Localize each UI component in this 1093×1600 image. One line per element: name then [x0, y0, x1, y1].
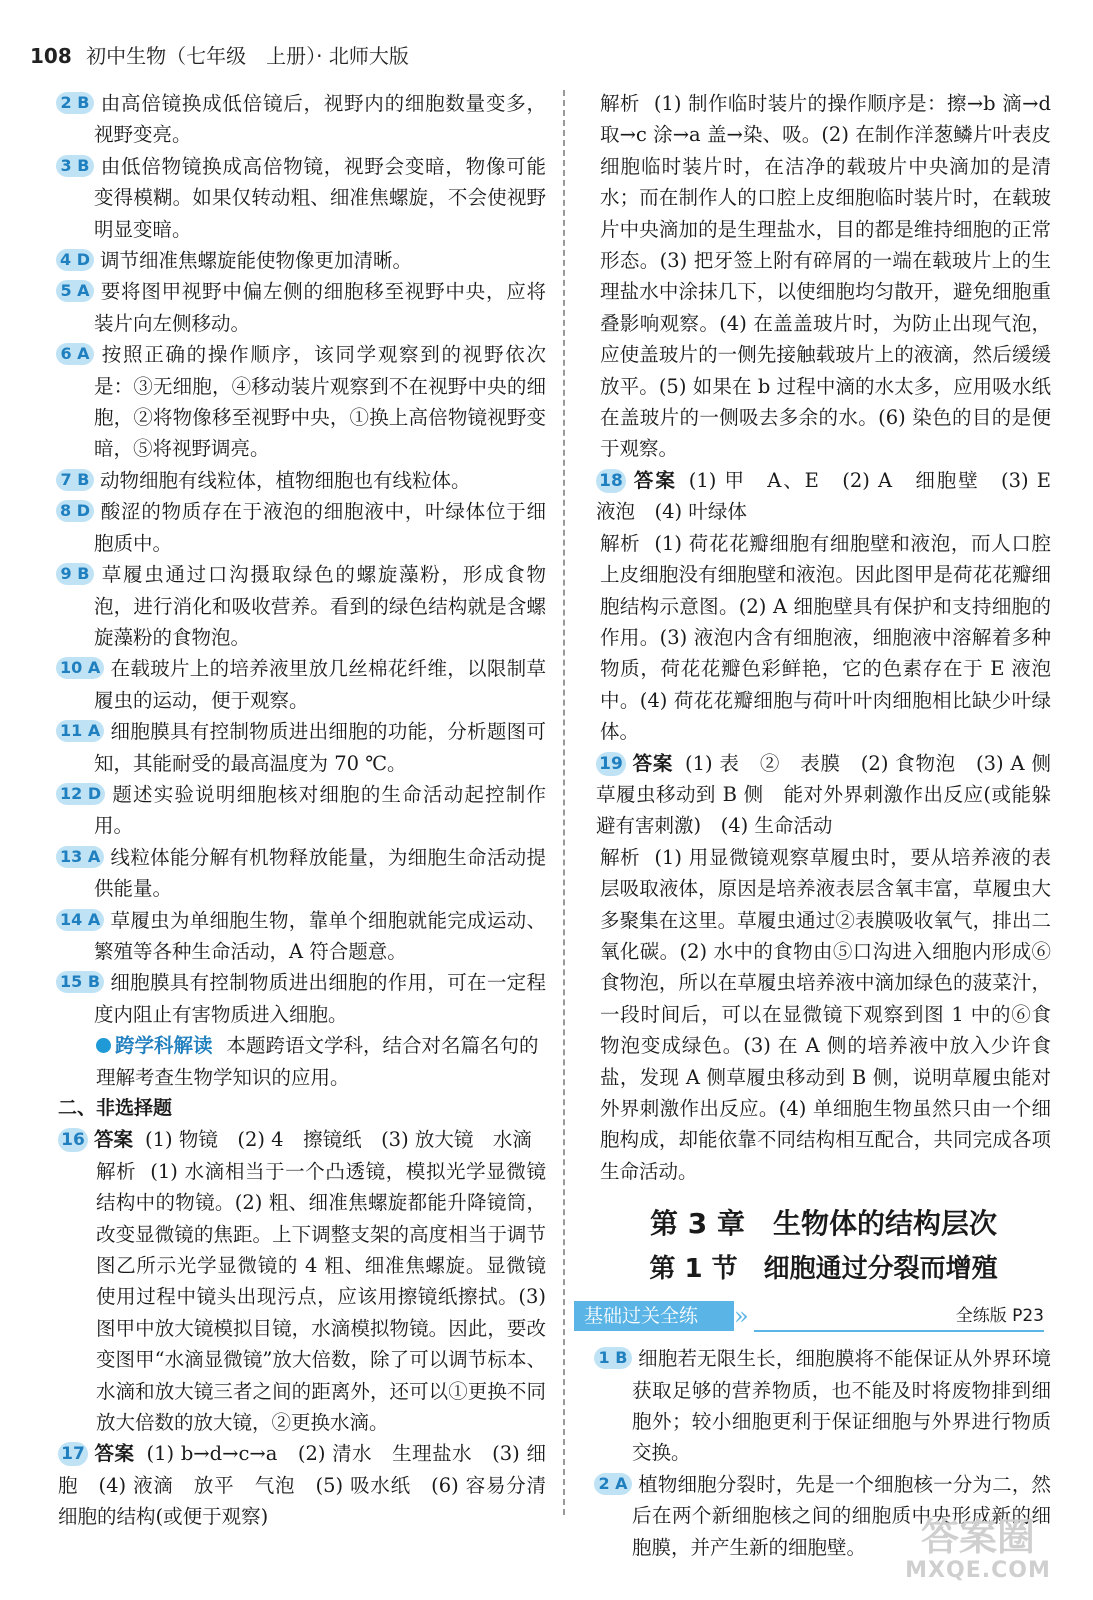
- answer-item: [58, 276, 546, 339]
- answer-badge: 10 A: [56, 657, 104, 679]
- answer-badge: 7 B: [56, 469, 94, 491]
- analysis-16: [58, 1156, 546, 1439]
- answer-item: [58, 496, 546, 559]
- answer-text: 细胞膜具有控制物质进出细胞的作用，可在一定程度内阻止有害物质进入细胞。: [94, 971, 546, 1026]
- answer-badge: 4 D: [56, 249, 94, 271]
- answer-badge: 14 A: [56, 909, 104, 931]
- answer-item: [58, 967, 546, 1030]
- answer-item: [58, 716, 546, 779]
- question-number: 16: [58, 1128, 88, 1152]
- answer-text: 在载玻片上的培养液里放几丝棉花纤维，以限制草履虫的运动，便于观察。: [94, 657, 546, 712]
- cross-discipline-label: 跨学科解读: [115, 1034, 213, 1058]
- answer-text: 细胞若无限生长，细胞膜将不能保证从外界环境获取足够的营养物质，也不能及时将废物排到细胞外；较小细胞更利于保证细胞与外界进行物质交换。: [632, 1347, 1051, 1465]
- cross-discipline-note: [58, 1030, 546, 1093]
- practice-reference: 全练版 P23: [955, 1306, 1044, 1327]
- question-number: 18: [596, 469, 626, 493]
- left-column: [58, 88, 546, 1533]
- answer-text: 草履虫通过口沟摄取绿色的螺旋藻粉，形成食物泡，进行消化和吸收营养。看到的绿色结构就是含螺旋藻粉的食物泡。: [94, 563, 546, 649]
- analysis-label: 解析: [96, 1159, 137, 1183]
- answer-badge: 6 A: [56, 343, 94, 365]
- cross-discipline-text: 本题跨语文学科，结合对名篇名句的理解考查生物学知识的应用。: [96, 1034, 539, 1089]
- answer-text: 由低倍物镜换成高倍物镜，视野会变暗，物像可能变得模糊。如果仅转动粗、细准焦螺旋，不会使视野明显变暗。: [94, 154, 546, 241]
- answer-badge: 15 B: [56, 971, 104, 993]
- answer-item: [596, 1343, 1051, 1469]
- question-16: [58, 1124, 546, 1155]
- answer-text: 草履虫为单细胞生物，靠单个细胞就能完成运动、繁殖等各种生命活动，A 符合题意。: [94, 908, 546, 963]
- answer-badge: 1 B: [594, 1347, 632, 1369]
- answer-badge: 9 B: [56, 563, 94, 585]
- answer-badge: 2 A: [594, 1473, 632, 1495]
- answer-text: (1) b→d→c→a (2) 清水 生理盐水 (3) 细胞 (4) 液滴 放平 气泡 (5) 吸水纸 (6) 容易分清细胞的结构(或便于观察): [58, 1442, 546, 1529]
- answer-item: [58, 88, 546, 151]
- answer-text: 由高倍镜换成低倍镜后，视野内的细胞数量变多，视野变亮。: [94, 92, 546, 147]
- question-number: 19: [596, 752, 626, 776]
- answer-text: (1) 物镜 (2) 4 擦镜纸 (3) 放大镜 水滴: [145, 1128, 532, 1152]
- analysis-17: [596, 88, 1051, 465]
- answer-label: 答案: [94, 1442, 135, 1466]
- practice-label: 基础过关全练: [574, 1301, 734, 1331]
- answer-text: 酸涩的物质存在于液泡的细胞液中，叶绿体位于细胞质中。: [94, 500, 546, 555]
- answer-badge: 2 B: [56, 92, 94, 114]
- watermark-line-2: MXQE.COM: [905, 1558, 1051, 1583]
- answer-badge: 8 D: [56, 500, 94, 522]
- answer-item: [58, 905, 546, 968]
- page-number: 108: [30, 44, 72, 68]
- analysis-label: 解析: [600, 845, 641, 869]
- analysis-text: (1) 水滴相当于一个凸透镜，模拟光学显微镜结构中的物镜。(2) 粗、细准焦螺旋都能升降镜筒，改变显微镜的焦距。上下调整支架的高度相当于调节图乙所示光学显微镜的 4 粗、细准焦螺旋。显微镜使用过程中镜头出现污点，应该用擦镜纸擦拭。(3) 图甲中放大镜模拟目镜，水滴模拟物镜。因此，要改变图甲“水滴显微镜”放大倍数，除了可以调节标本、水滴和放大镜三者之间的距离外，还可以①更换不同放大倍数的放大镜，②更换水滴。: [96, 1159, 546, 1435]
- practice-banner: [574, 1299, 1054, 1333]
- column-divider: [563, 90, 565, 1515]
- answer-badge: 11 A: [56, 720, 104, 742]
- answer-badge: 3 B: [56, 155, 94, 177]
- answer-item: [58, 151, 546, 245]
- answer-text: 动物细胞有线粒体，植物细胞也有线粒体。: [100, 468, 471, 492]
- answer-item: [58, 653, 546, 716]
- answer-item: [58, 245, 546, 276]
- question-17: [58, 1438, 546, 1532]
- section-title: 第 1 节 细胞通过分裂而增殖: [649, 1254, 998, 1285]
- answer-item: [58, 465, 546, 496]
- section-heading: 二、非选择题: [58, 1097, 173, 1119]
- double-chevron-icon: »: [734, 1302, 749, 1331]
- book-title: 初中生物（七年级 上册）· 北师大版: [86, 44, 409, 68]
- answer-label: 答案: [632, 751, 674, 775]
- analysis-19: [596, 842, 1051, 1187]
- answer-text: 题述实验说明细胞核对细胞的生命活动起控制作用。: [94, 782, 546, 838]
- answer-badge: 13 A: [56, 846, 104, 868]
- answer-text: 按照正确的操作顺序，该同学观察到的视野依次是：③无细胞，④移动装片观察到不在视野中央的细胞，②将物像移至视野中央，①换上高倍物镜视野变暗，⑤将视野调亮。: [94, 343, 546, 461]
- answer-badge: 12 D: [56, 783, 105, 805]
- question-18: [596, 465, 1071, 528]
- answer-badge: 5 A: [56, 280, 94, 302]
- answer-item: [58, 842, 546, 905]
- answer-text: 调节细准焦螺旋能使物像更加清晰。: [100, 249, 413, 273]
- answer-text: 要将图甲视野中偏左侧的细胞移至视野中央，应将装片向左侧移动。: [94, 280, 546, 335]
- analysis-text: (1) 用显微镜观察草履虫时，要从培养液的表层吸取液体，原因是培养液表层含氧丰富，草履虫大多聚集在这里。草履虫通过②表膜吸收氧气，排出二氧化碳。(2) 水中的食物由⑤口沟进入细胞内形成⑥食物泡，所以在草履虫培养液中滴加绿色的菠菜汁，一段时间后，可以在显微镜下观察到图 1 中的⑥食物泡变成绿色。(3) 在 A 侧的培养液中放入少许食盐，发现 A 侧草履虫移动到 B 侧，说明草履虫能对外界刺激作出反应。(4) 单细胞生物虽然只由一个细胞构成，却能依靠不同结构相互配合，共同完成各项生命活动。: [600, 845, 1051, 1183]
- bullet-circle-icon: [96, 1038, 111, 1053]
- answer-text: (1) 表 ② 表膜 (2) 食物泡 (3) A 侧草履虫移动到 B 侧 能对外界刺激作出反应(或能躲避有害刺激) (4) 生命活动: [596, 751, 1051, 838]
- question-number: 17: [58, 1442, 88, 1466]
- question-19: [596, 748, 1051, 842]
- chapter-title: 第 3 章 生物体的结构层次: [650, 1207, 997, 1241]
- analysis-label: 解析: [600, 92, 640, 115]
- answer-text: (1) 甲 A、E (2) A 细胞壁 (3) E 液泡 (4) 叶绿体: [596, 468, 1071, 524]
- answer-label: 答案: [94, 1128, 134, 1152]
- watermark-line-1: 答案圈: [920, 1515, 1035, 1559]
- watermark-logo: [893, 1516, 1063, 1592]
- analysis-text: (1) 荷花花瓣细胞有细胞壁和液泡，而人口腔上皮细胞没有细胞壁和液泡。因此图甲是荷花花瓣细胞结构示意图。(2) A 细胞壁具有保护和支持细胞的作用。(3) 液泡内含有细胞液，细胞液中溶解着多种物质，荷花花瓣色彩鲜艳，它的色素存在于 E 液泡中。(4) 荷花花瓣细胞与荷叶叶肉细胞相比缺少叶绿体。: [600, 531, 1051, 744]
- analysis-text: (1) 制作临时装片的操作顺序是：擦→b 滴→d 取→c 涂→a 盖→染、吸。(2) 在制作洋葱鳞片叶表皮细胞临时装片时，在洁净的载玻片中央滴加的是清水；而在制作人的口腔上皮细胞临时装片时，在载玻片中央滴加的是生理盐水，目的都是维持细胞的正常形态。(3) 把牙签上附有碎屑的一端在载玻片上的生理盐水中涂抹几下，以使细胞均匀散开，避免细胞重叠影响观察。(4) 在盖盖玻片时，为防止出现气泡，应使盖玻片的一侧先接触载玻片上的液滴，然后缓缓放平。(5) 如果在 b 过程中滴的水太多，应用吸水纸在盖玻片的一侧吸去多余的水。(6) 染色的目的是便于观察。: [600, 92, 1051, 461]
- answer-text: 细胞膜具有控制物质进出细胞的功能，分析题图可知，其能耐受的最高温度为 70 ℃。: [94, 720, 546, 775]
- page-header: [30, 40, 1070, 80]
- answer-text: 植物细胞分裂时，先是一个细胞核一分为二，然后在两个新细胞核之间的细胞质中央形成新的细胞膜，并产生新的细胞壁。: [632, 1472, 1051, 1559]
- answer-item: [58, 339, 546, 465]
- analysis-18: [596, 528, 1051, 748]
- answer-text: 线粒体能分解有机物释放能量，为细胞生命活动提供能量。: [94, 845, 546, 901]
- right-column: [584, 88, 1071, 1563]
- analysis-label: 解析: [600, 531, 641, 555]
- answer-label: 答案: [632, 468, 677, 492]
- answer-item: [58, 779, 546, 842]
- answer-item: [58, 559, 546, 653]
